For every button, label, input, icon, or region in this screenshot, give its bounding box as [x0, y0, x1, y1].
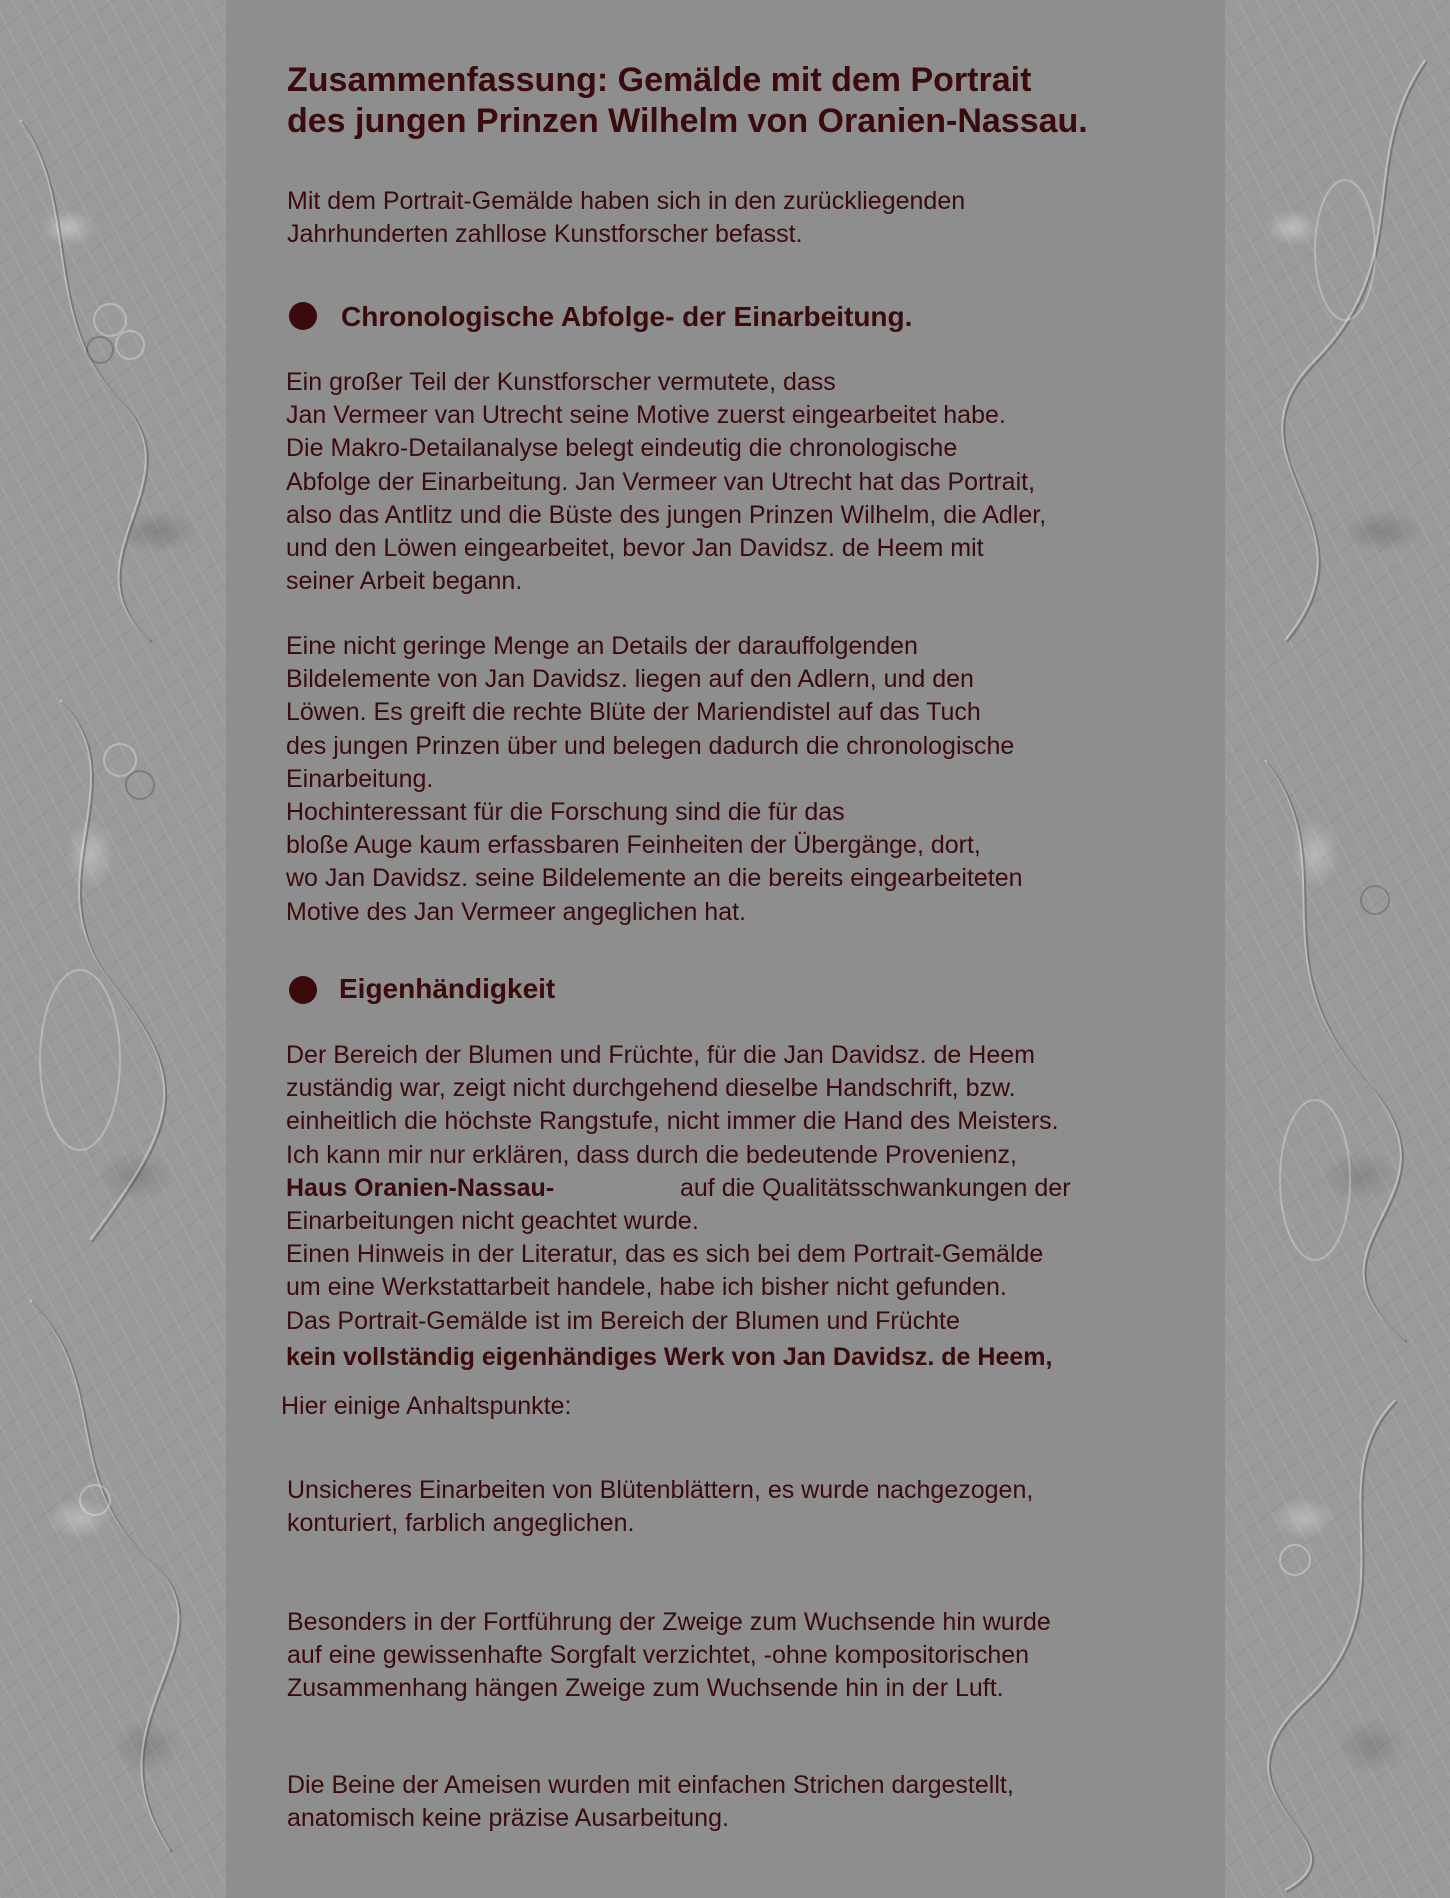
anhaltspunkt-2: Besonders in der Fortführung der Zweige zum Wuchsende hin wurde auf eine gewissenhafte Sorgfalt verzichtet, -ohne kompositorischen Zusammenhang hängen Zweige zum Wuchsende hin in der Luft.	[287, 1608, 1051, 1703]
anhaltspunkt-3: Die Beine der Ameisen wurden mit einfachen Strichen dargestellt, anatomisch keine präzise Ausarbeitung.	[287, 1771, 1014, 1833]
section-heading-chronologie: Chronologische Abfolge- der Einarbeitung.	[341, 301, 913, 332]
page-title: Zusammenfassung: Gemälde mit dem Portrait des jungen Prinzen Wilhelm von Oranien-Nassau.	[287, 61, 1088, 140]
bold-statement: kein vollständig eigenhändiges Werk von Jan Davidsz. de Heem,	[286, 1343, 1053, 1371]
relief-border-right	[1225, 0, 1450, 1898]
bullet-dot-icon	[289, 976, 317, 1004]
floral-relief-ornament-right	[1225, 0, 1450, 1898]
provenance-continuation-text: auf die Qualitätsschwankungen der	[680, 1174, 1071, 1202]
floral-relief-ornament-left	[0, 0, 226, 1898]
bullet-dot-icon	[289, 302, 317, 330]
chronologie-paragraph-1: Ein großer Teil der Kunstforscher vermutete, dass Jan Vermeer van Utrecht seine Motive zuerst eingearbeitet habe. Die Makro-Detailanalyse belegt eindeutig die chronologische Abfolge der Einarbeitung. Jan Vermeer van Utrecht hat das Portrait, also das Antlitz und die Büste des jungen Prinzen Wilhelm, die Adler, und den Löwen eingearbeitet, bevor Jan Davidsz. de Heem mit seiner Arbeit begann.	[286, 368, 1047, 596]
chronologie-paragraph-2: Eine nicht geringe Menge an Details der darauffolgenden Bildelemente von Jan Davidsz. liegen auf den Adlern, und den Löwen. Es greift die rechte Blüte der Mariendistel auf das Tuch des jungen Prinzen über und belegen dadurch die chronologische Einarbeitung. Hochinteressant für die Forschung sind die für das bloße Auge kaum erfassbaren Feinheiten der Übergänge, dort, wo Jan Davidsz. seine Bildelemente an die bereits eingearbeiteten Motive des Jan Vermeer angeglichen hat.	[286, 632, 1023, 926]
eigenhaendigkeit-paragraph-1: Der Bereich der Blumen und Früchte, für die Jan Davidsz. de Heem zuständig war, zeigt nicht durchgehend dieselbe Handschrift, bzw. einheitlich die höchste Rangstufe, nicht immer die Hand des Meisters. Ich kann mir nur erklären, dass durch die bedeutende Provenienz,	[286, 1041, 1059, 1169]
provenance-bold-text: Haus Oranien-Nassau-	[286, 1174, 555, 1202]
eigenhaendigkeit-paragraph-2: Einarbeitungen nicht geachtet wurde. Einen Hinweis in der Literatur, das es sich bei dem Portrait-Gemälde um eine Werkstattarbeit handele, habe ich bisher nicht gefunden. Das Portrait-Gemälde ist im Bereich der Blumen und Früchte	[286, 1207, 1044, 1335]
relief-border-left	[0, 0, 226, 1898]
anhaltspunkte-intro: Hier einige Anhaltspunkte:	[281, 1392, 572, 1420]
intro-paragraph: Mit dem Portrait-Gemälde haben sich in den zurückliegenden Jahrhunderten zahllose Kunstforscher befasst.	[287, 187, 966, 249]
anhaltspunkt-1: Unsicheres Einarbeiten von Blütenblättern, es wurde nachgezogen, konturiert, farblich angeglichen.	[287, 1476, 1034, 1538]
section-heading-eigenhaendigkeit: Eigenhändigkeit	[339, 973, 556, 1004]
